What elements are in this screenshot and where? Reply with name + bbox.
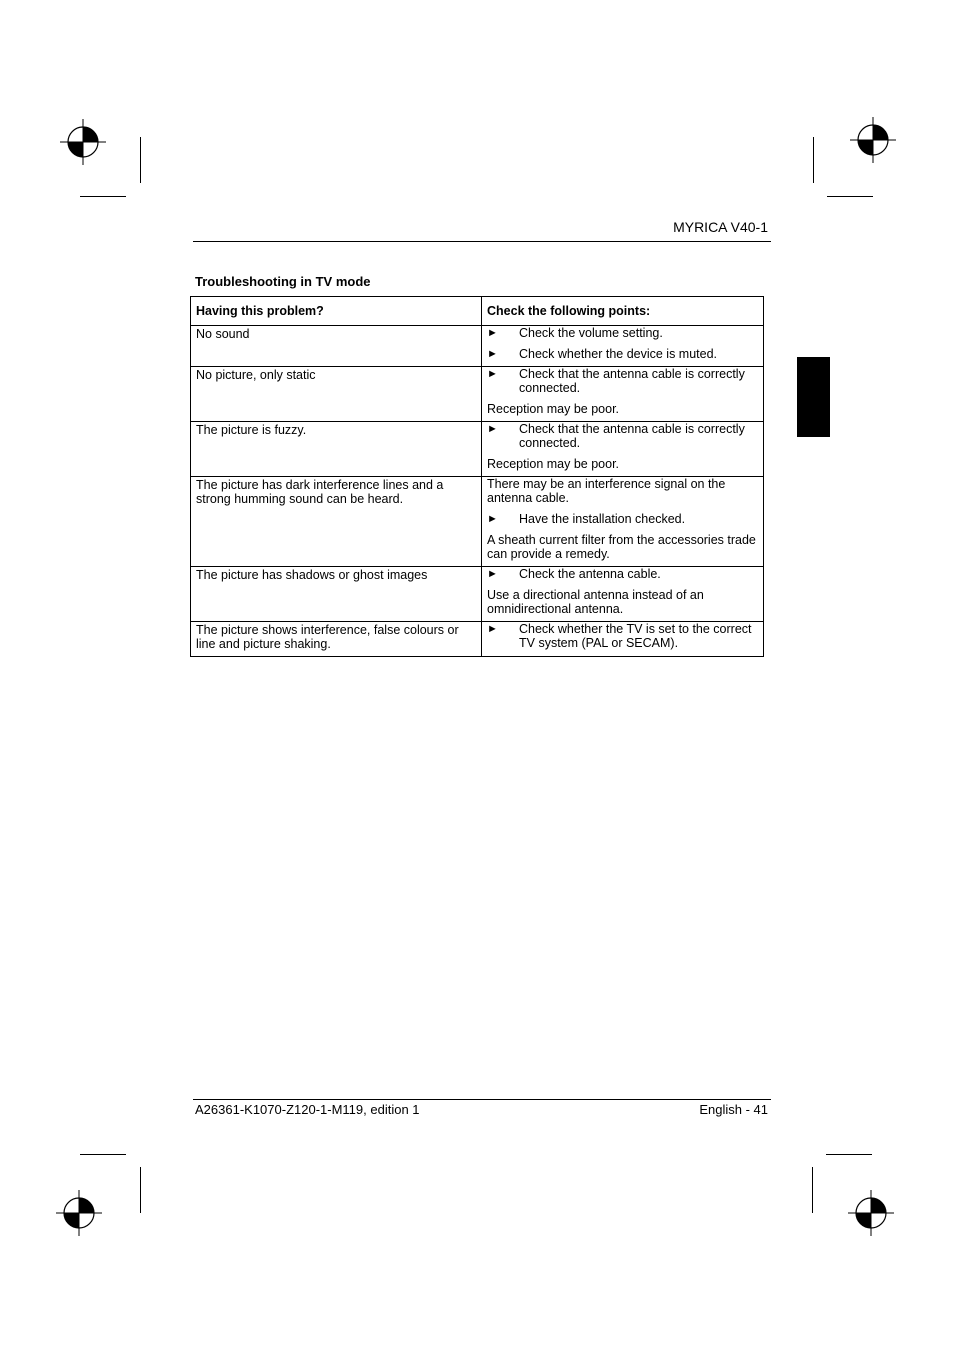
problem-cell: The picture is fuzzy. <box>191 422 482 477</box>
page-header-title: MYRICA V40-1 <box>673 219 768 235</box>
check-text: Check whether the TV is set to the correct TV system (PAL or SECAM). <box>519 622 752 650</box>
table-header-row <box>191 297 764 326</box>
check-text: Check the volume setting. <box>519 326 663 340</box>
check-bullet-item <box>487 347 758 361</box>
document-number: A26361-K1070-Z120-1-M119, edition 1 <box>195 1102 420 1117</box>
problem-cell: No sound <box>191 326 482 367</box>
problem-cell: The picture has shadows or ghost images <box>191 567 482 622</box>
crop-mark <box>80 196 126 197</box>
bullet-arrow-icon: ► <box>487 368 498 380</box>
check-bullet-item <box>487 326 758 340</box>
check-text: Check the antenna cable. <box>519 567 661 581</box>
section-title: Troubleshooting in TV mode <box>195 274 371 289</box>
troubleshooting-table <box>190 296 764 657</box>
checks-cell <box>482 567 764 622</box>
check-bullet-item <box>487 367 758 395</box>
check-note: Reception may be poor. <box>487 402 620 416</box>
column-header-problem: Having this problem? <box>191 297 482 326</box>
check-bullet-item <box>487 567 758 581</box>
bullet-arrow-icon: ► <box>487 568 498 580</box>
crop-mark <box>812 1167 813 1213</box>
crop-mark <box>140 1167 141 1213</box>
table-row <box>191 367 764 422</box>
checks-cell <box>482 326 764 367</box>
bullet-arrow-icon: ► <box>487 623 498 635</box>
footer-rule <box>193 1099 771 1100</box>
check-bullet-item <box>487 622 758 650</box>
check-note: Use a directional antenna instead of an omnidirectional antenna. <box>487 588 704 616</box>
check-bullet-item <box>487 512 758 526</box>
table-row <box>191 422 764 477</box>
check-note: Reception may be poor. <box>487 457 620 471</box>
check-bullet-item <box>487 422 758 450</box>
check-note: A sheath current filter from the accessories trade can provide a remedy. <box>487 533 756 561</box>
chapter-tab <box>797 357 830 437</box>
checks-cell <box>482 367 764 422</box>
checks-cell <box>482 477 764 567</box>
checks-cell <box>482 422 764 477</box>
registration-mark-top-right <box>850 117 896 163</box>
registration-mark-top-left <box>60 119 106 165</box>
bullet-arrow-icon: ► <box>487 327 498 339</box>
column-header-checks: Check the following points: <box>482 297 764 326</box>
check-text: Have the installation checked. <box>519 512 686 526</box>
crop-mark <box>140 137 141 183</box>
table-row <box>191 326 764 367</box>
registration-mark-bottom-right <box>848 1190 894 1236</box>
page-number: English - 41 <box>699 1102 768 1117</box>
crop-mark <box>80 1154 126 1155</box>
registration-mark-bottom-left <box>56 1190 102 1236</box>
crop-mark <box>827 196 873 197</box>
bullet-arrow-icon: ► <box>487 423 498 435</box>
table-row <box>191 622 764 657</box>
bullet-arrow-icon: ► <box>487 513 498 525</box>
check-text: Check whether the device is muted. <box>519 347 718 361</box>
bullet-arrow-icon: ► <box>487 348 498 360</box>
check-note: There may be an interference signal on the antenna cable. <box>487 477 726 505</box>
problem-cell: The picture shows interference, false colours or line and picture shaking. <box>191 622 482 657</box>
checks-cell <box>482 622 764 657</box>
check-text: Check that the antenna cable is correctly connected. <box>519 422 745 450</box>
table-row <box>191 567 764 622</box>
problem-cell: No picture, only static <box>191 367 482 422</box>
table-body <box>191 326 764 657</box>
table-row <box>191 477 764 567</box>
problem-cell: The picture has dark interference lines and a strong humming sound can be heard. <box>191 477 482 567</box>
crop-mark <box>826 1154 872 1155</box>
crop-mark <box>813 137 814 183</box>
header-rule <box>193 241 771 242</box>
check-text: Check that the antenna cable is correctly connected. <box>519 367 745 395</box>
